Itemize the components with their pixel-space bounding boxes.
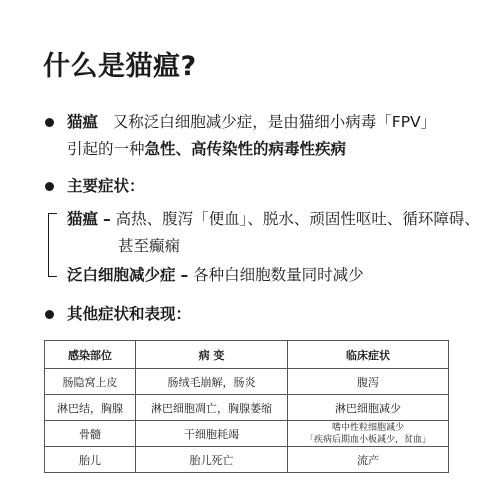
table-cell: 淋巴细胞减少 xyxy=(288,395,449,421)
table-cell: 腹泻 xyxy=(288,369,449,395)
table-cell: 淋巴结，胸腺 xyxy=(45,395,136,421)
symptom-term: 泛白细胞减少症 xyxy=(67,266,176,284)
table-cell: 干细胞耗竭 xyxy=(136,421,288,447)
intro-term: 猫瘟 xyxy=(67,113,99,131)
column-header: 病 变 xyxy=(136,341,288,369)
symptom-term: 猫瘟 xyxy=(67,210,99,228)
table-row xyxy=(45,447,449,473)
cell-line: 嗜中性粒细胞减少 xyxy=(331,422,404,433)
table-header-row xyxy=(45,341,449,369)
cell-line: 「疾病后期血小板减少，贫血」 xyxy=(304,434,431,445)
other-symptoms-heading: 其他症状和表现： xyxy=(67,305,192,323)
intro-line-2 xyxy=(67,136,346,163)
table-cell: 骨髓 xyxy=(45,421,136,447)
symptom-item-continuation: 甚至癫痫 xyxy=(118,237,181,255)
symptom-item-feline-distemper xyxy=(67,206,480,233)
page-title: 什么是猫瘟? xyxy=(43,51,197,82)
intro-highlight: 急性、高传染性的病毒性疾病 xyxy=(144,140,347,158)
symptom-dash: – xyxy=(102,210,111,228)
symptom-bracket xyxy=(48,213,57,277)
table-cell: 流产 xyxy=(288,447,449,473)
bullet-dot xyxy=(45,118,54,127)
symptom-text: 各种白细胞数量同时减少 xyxy=(193,266,364,284)
table-cell: 淋巴细胞凋亡，胸腺萎缩 xyxy=(136,395,288,421)
column-header: 感染部位 xyxy=(45,341,136,369)
table-cell: 胎儿 xyxy=(45,447,136,473)
table-cell: 胎儿死亡 xyxy=(136,447,288,473)
symptom-dash: – xyxy=(180,266,189,284)
column-header: 临床症状 xyxy=(288,341,449,369)
intro-text: 又称泛白细胞减少症，是由猫细小病毒「FPV」 xyxy=(112,113,437,131)
symptom-text: 高热、腹泻「便血」、脱水、顽固性呕吐、循环障碍、 xyxy=(115,210,480,228)
bullet-dot xyxy=(45,310,54,319)
table-row xyxy=(45,395,449,421)
bullet-dot xyxy=(45,182,54,191)
table-cell: 肠隐窝上皮 xyxy=(45,369,136,395)
table-cell xyxy=(288,421,449,447)
intro-prefix: 引起的一种 xyxy=(67,140,145,158)
table-row xyxy=(45,421,449,447)
table-row xyxy=(45,369,449,395)
symptoms-table xyxy=(44,340,449,473)
intro-line-1 xyxy=(67,109,436,136)
table-cell: 肠绒毛崩解，肠炎 xyxy=(136,369,288,395)
main-symptoms-heading: 主要症状： xyxy=(67,177,145,195)
symptom-item-panleukopenia xyxy=(67,262,364,289)
